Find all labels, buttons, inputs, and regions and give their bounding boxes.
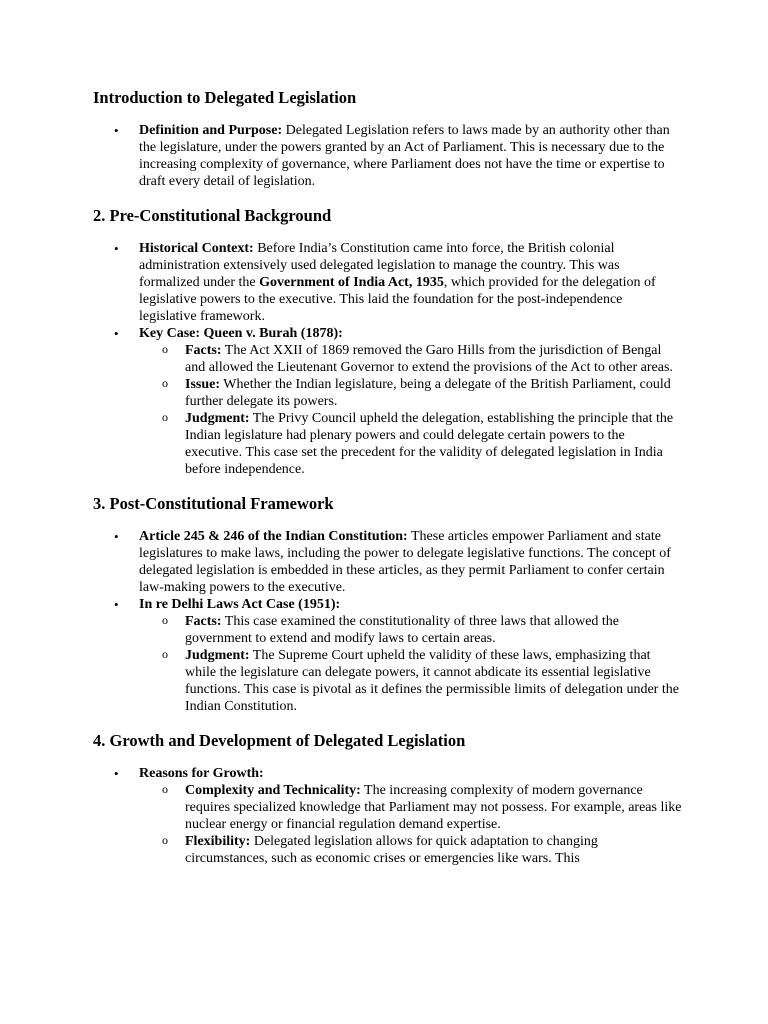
sub-item-label: Complexity and Technicality: <box>185 783 361 798</box>
item-text: , which provided for the delegation of legislative powers to the executive. This laid the foundation for the post-independence legislative framework. <box>139 275 656 324</box>
sub-list-item <box>139 376 683 410</box>
sub-item-label: Issue: <box>185 377 221 392</box>
sub-list-item <box>139 782 683 833</box>
section-heading: 3. Post-Constitutional Framework <box>93 494 334 513</box>
sub-item-text: The increasing complexity of modern governance requires specialized knowledge that Parliament may not possess. For example, areas like nuclear energy or financial regulation demand expertise. <box>185 783 682 832</box>
section-heading: 4. Growth and Development of Delegated Legislation <box>93 731 466 750</box>
list-item <box>93 122 683 190</box>
section-heading: 2. Pre-Constitutional Background <box>93 206 332 225</box>
sub-item-label: Facts: <box>185 614 222 629</box>
sub-list <box>139 782 683 867</box>
sub-list-item <box>139 342 683 376</box>
item-label: Key Case: Queen v. Burah (1878): <box>139 326 343 341</box>
sub-item-text: Delegated legislation allows for quick adaptation to changing circumstances, such as economic crises or emergencies like wars. This <box>185 834 598 866</box>
sub-list-item <box>139 833 683 867</box>
sub-item-label: Flexibility: <box>185 834 251 849</box>
bullet-list <box>93 765 683 867</box>
list-item <box>93 325 683 478</box>
bullet-list <box>93 528 683 715</box>
list-item <box>93 596 683 715</box>
sub-item-text: The Act XXII of 1869 removed the Garo Hills from the jurisdiction of Bengal and allowed the Lieutenant Governor to extend the provisions of the Act to other areas. <box>185 343 673 375</box>
document-content <box>93 88 683 883</box>
list-item <box>93 240 683 325</box>
section-heading: Introduction to Delegated Legislation <box>93 88 357 107</box>
list-item <box>93 528 683 596</box>
item-text: Delegated Legislation refers to laws made by an authority other than the legislature, under the powers granted by an Act of Parliament. This is necessary due to the increasing complexity of governance, where Parliament does not have the time or expertise to draft every detail of legislation. <box>139 123 670 189</box>
sub-item-text: The Privy Council upheld the delegation, establishing the principle that the Indian legislature had plenary powers and could delegate certain powers to the executive. This case set the precedent for the validity of delegated legislation in India before independence. <box>185 411 674 477</box>
bullet-list <box>93 240 683 478</box>
sub-item-text: The Supreme Court upheld the validity of these laws, emphasizing that while the legislature can delegate powers, it cannot abdicate its essential legislative functions. This case is pivotal as it defines the permissible limits of delegation under the Indian Constitution. <box>185 648 679 714</box>
sub-list-item <box>139 613 683 647</box>
item-text: Before India’s Constitution came into force, the British colonial administration extensively used delegated legislation to manage the country. This was formalized under the <box>139 241 620 290</box>
sub-item-label: Judgment: <box>185 648 250 663</box>
item-bold-text: Government of India Act, 1935 <box>259 275 444 290</box>
item-label: Article 245 & 246 of the Indian Constitution: <box>139 529 408 544</box>
sub-list-item <box>139 647 683 715</box>
item-label: Historical Context: <box>139 241 254 256</box>
section-pre-constitutional <box>93 206 683 478</box>
section-post-constitutional <box>93 494 683 715</box>
item-label: Definition and Purpose: <box>139 123 283 138</box>
sub-list <box>139 342 683 478</box>
sub-item-text: Whether the Indian legislature, being a delegate of the British Parliament, could further delegate its powers. <box>185 377 671 409</box>
sub-item-text: This case examined the constitutionality of three laws that allowed the government to extend and modify laws to certain areas. <box>185 614 620 646</box>
sub-item-label: Facts: <box>185 343 222 358</box>
item-label: In re Delhi Laws Act Case (1951): <box>139 597 341 612</box>
sub-list-item <box>139 410 683 478</box>
bullet-list <box>93 122 683 190</box>
sub-item-label: Judgment: <box>185 411 250 426</box>
item-text: These articles empower Parliament and state legislatures to make laws, including the power to delegate legislative functions. The concept of delegated legislation is embedded in these articles, as they permit Parliament to confer certain law-making powers to the executive. <box>139 529 671 595</box>
sub-list <box>139 613 683 715</box>
section-growth-development <box>93 731 683 867</box>
list-item <box>93 765 683 867</box>
item-label: Reasons for Growth: <box>139 766 264 781</box>
section-introduction <box>93 88 683 190</box>
